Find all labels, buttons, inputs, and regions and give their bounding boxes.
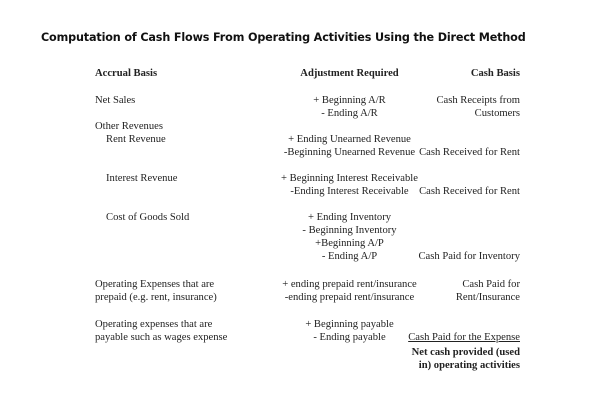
cash-prepaid-2: Rent/Insurance [455, 292, 520, 303]
adj-prepaid-2: -ending prepaid rent/insurance [284, 292, 415, 303]
cash-prepaid-1: Cash Paid for [462, 279, 520, 290]
adj-cogs-2: - Beginning Inventory [302, 225, 397, 236]
header-accrual-basis: Accrual Basis [95, 68, 158, 79]
accrual-rent-revenue: Rent Revenue [106, 134, 166, 145]
adj-interest-revenue-2: -Ending Interest Receivable [290, 186, 409, 197]
adj-interest-revenue-1: + Beginning Interest Receivable [281, 173, 418, 184]
adj-net-sales-1: + Beginning A/R [313, 95, 386, 106]
page-title: Computation of Cash Flows From Operating Activities Using the Direct Method [41, 31, 526, 44]
adj-cogs-3: +Beginning A/P [315, 238, 384, 249]
adj-net-sales-2: - Ending A/R [321, 108, 378, 119]
net-cash-total-1: Net cash provided (used [411, 347, 520, 358]
accrual-cogs: Cost of Goods Sold [106, 212, 190, 223]
adj-prepaid-1: + ending prepaid rent/insurance [282, 279, 417, 290]
accrual-interest-revenue: Interest Revenue [106, 173, 178, 184]
cash-cogs: Cash Paid for Inventory [418, 251, 520, 262]
accrual-other-revenues: Other Revenues [95, 121, 163, 132]
header-cash-basis: Cash Basis [470, 68, 520, 79]
accrual-prepaid-1: Operating Expenses that are [95, 279, 215, 290]
cash-rent-revenue: Cash Received for Rent [419, 147, 520, 158]
header-adjustment-required: Adjustment Required [300, 68, 399, 79]
net-cash-total-2: in) operating activities [418, 360, 520, 371]
cash-payable: Cash Paid for the Expense [408, 332, 520, 343]
cash-net-sales-1: Cash Receipts from [436, 95, 520, 106]
accrual-payable-1: Operating expenses that are [95, 319, 213, 330]
adj-rent-revenue-2: -Beginning Unearned Revenue [283, 147, 416, 158]
accrual-prepaid-2: prepaid (e.g. rent, insurance) [95, 292, 217, 303]
adj-cogs-4: - Ending A/P [321, 251, 378, 262]
accrual-net-sales: Net Sales [95, 95, 136, 106]
adj-payable-2: - Ending payable [313, 332, 386, 343]
cash-net-sales-2: Customers [474, 108, 520, 119]
adj-rent-revenue-1: + Ending Unearned Revenue [288, 134, 411, 145]
adj-payable-1: + Beginning payable [305, 319, 394, 330]
adj-cogs-1: + Ending Inventory [307, 212, 392, 223]
accrual-payable-2: payable such as wages expense [95, 332, 228, 343]
cash-interest-revenue: Cash Received for Rent [419, 186, 520, 197]
